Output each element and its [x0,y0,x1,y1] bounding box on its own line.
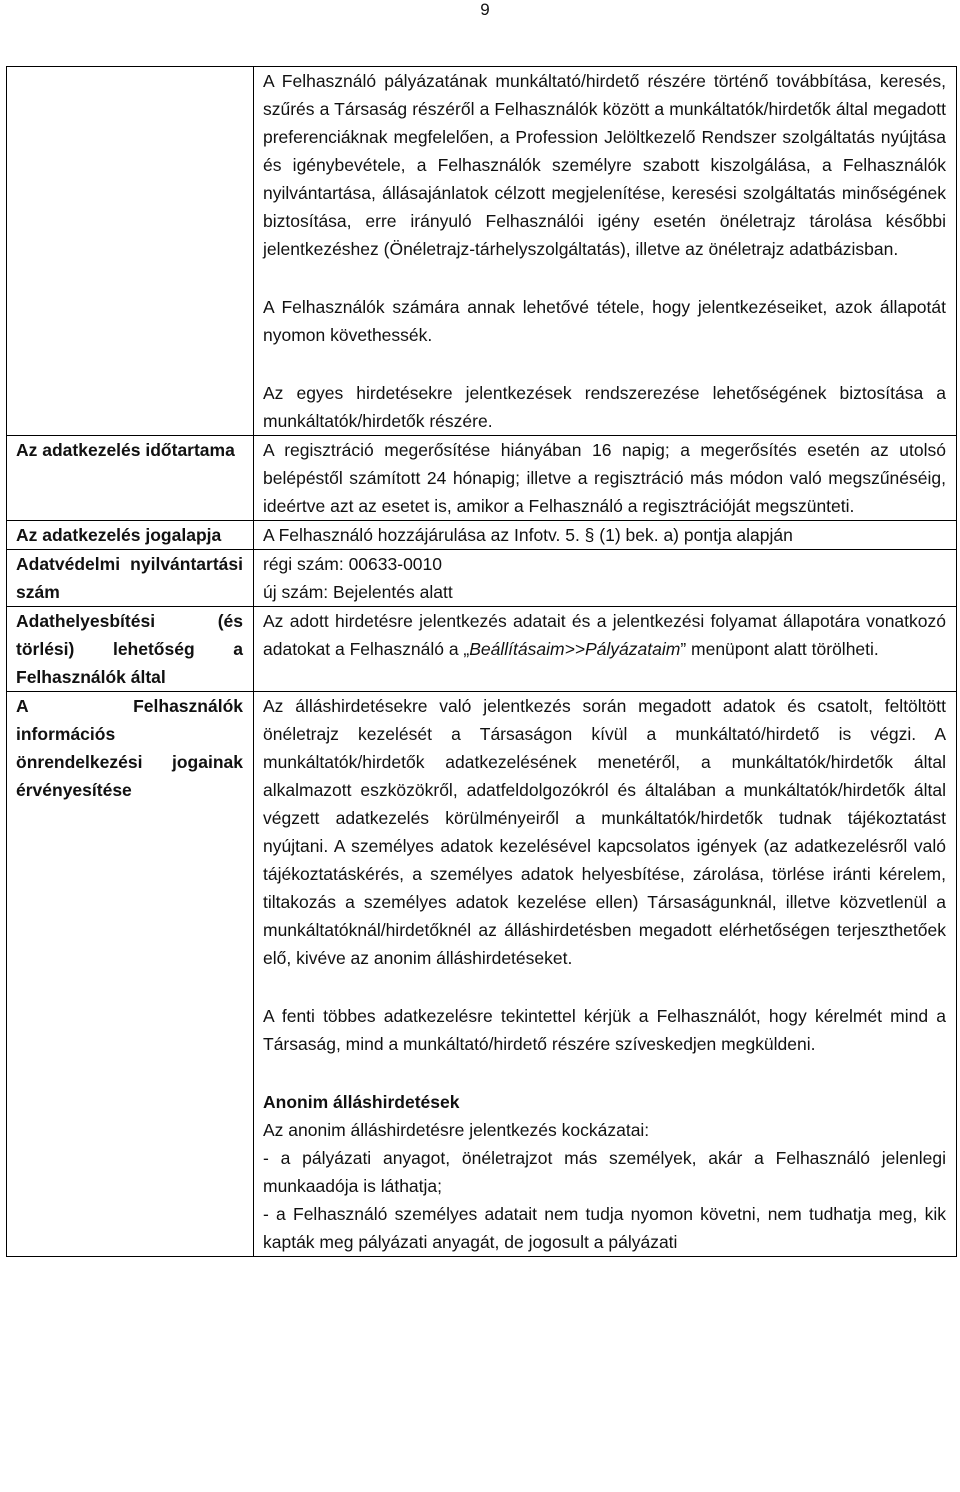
rights-paragraph-2: A fenti többes adatkezelésre tekintettel kérjük a Felhasználót, hogy kérelmét mind a Társaság, mind a munkáltató/hirdető részére szíveskedjen megküldeni. [263,1006,946,1054]
purpose-paragraph-1: A Felhasználó pályázatának munkáltató/hirdető részére történő továbbítása, keresés, szűrés a Társaság részéről a Felhasználók között a munkáltatók/hirdetők által megadott preferenciáknak megfelelően, a Profession Jelöltkezelő Rendszer szolgáltatás nyújtása és igénybevétele, a Felhasználók személyre szabott kiszolgálása, a Felhasználók nyilvántartása, állásajánlatok célzott megjelenítése, keresési szolgáltatás minőségének biztosítása, erre irányuló Felhasználói igény esetén önéletrajz tárolása későbbi jelentkezéshez (Önéletrajz-tárhelyszolgáltatás), illetve az önéletrajz adatbázisban. [263,71,946,259]
anonymous-ads-heading: Anonim álláshirdetések [263,1092,460,1112]
rights-paragraph-1: Az álláshirdetésekre való jelentkezés során megadott adatok és csatolt, feltöltött önéletrajz kezelését a Társaságon kívül a munkáltató/hirdető is végzi. A munkáltatók/hirdetők adatkezelésének menetéről, a munkáltatók/hirdetők által alkalmazott eszközökről, adatfeldolgozókról és általában a munkáltatók/hirdetők által végzett adatkezelés körülményeiről a munkáltatók/hirdetők tudnak tájékoztatást nyújtani. A személyes adatok kezelésével kapcsolatos igények (az adatkezelésről való tájékoztatáskérés, a személyes adatok helyesbítése, zárolása, törlése iránti kérelem, tiltakozás a személyes adatok kezelése ellen) Társaságunknál, illetve közvetlenül a munkáltatóknál/hirdetőknél az álláshirdetésben megadott elérhetőségen terjeszthetőek elő, kivéve az anonim álláshirdetéseket. [263,696,946,968]
data-processing-table [6,66,957,1257]
anonymous-ads-risk-2: - a Felhasználó személyes adatait nem tudja nyomon követni, nem tudhatja meg, kik kapták meg pályázati anyagát, de jogosult a pályázati [263,1204,946,1252]
correction-menu-path: Beállításaim>>Pályázataim [469,639,681,659]
correction-text-after: ” menüpont alatt törölheti. [680,639,879,659]
empty-label-cell [7,67,254,436]
legal-basis-text: A Felhasználó hozzájárulása az Infotv. 5. § (1) bek. a) pontja alapján [254,521,957,550]
correction-text-before: Az adott hirdetésre jelentkezés adatait és a jelentkezési folyamat állapotára vonatkozó adatokat a Felhasználó a „ [263,611,946,659]
rights-label: A Felhasználók információs önrendelkezési jogainak érvényesítése [7,692,254,1257]
registration-new-number: új szám: Bejelentés alatt [263,582,453,602]
table-row-legal-basis [7,521,957,550]
table-row-correction [7,607,957,692]
page-number: 9 [480,0,490,19]
purpose-paragraph-2: A Felhasználók számára annak lehetővé tétele, hogy jelentkezéseiket, azok állapotát nyomon követhessék. [263,297,946,345]
table-row-registration-number [7,550,957,607]
duration-text: A regisztráció megerősítése hiányában 16 napig; a megerősítés esetén az utolsó belépéstől számított 24 hónapig; illetve a regisztráció más módon való megszűnéséig, ideértve azt az esetet is, amikor a Felhasználó a regisztrációját megszünteti. [254,436,957,521]
legal-basis-label: Az adatkezelés jogalapja [7,521,254,550]
table-row-purpose [7,67,957,436]
duration-label: Az adatkezelés időtartama [7,436,254,521]
anonymous-ads-intro: Az anonim álláshirdetésre jelentkezés kockázatai: [263,1120,650,1140]
registration-label: Adatvédelmi nyilvántartási szám [7,550,254,607]
correction-label: Adathelyesbítési (és törlési) lehetőség a Felhasználók által [7,607,254,692]
purpose-cell [254,67,957,436]
purpose-paragraph-3: Az egyes hirdetésekre jelentkezések rendszerezése lehetőségének biztosítása a munkáltatók/hirdetők részére. [263,383,946,431]
anonymous-ads-risk-1: - a pályázati anyagot, önéletrajzot más személyek, akár a Felhasználó jelenlegi munkaadója is láthatja; [263,1148,946,1196]
table-row-duration [7,436,957,521]
table-row-rights [7,692,957,1257]
registration-cell [254,550,957,607]
registration-old-number: régi szám: 00633-0010 [263,554,442,574]
rights-cell [254,692,957,1257]
correction-cell [254,607,957,692]
